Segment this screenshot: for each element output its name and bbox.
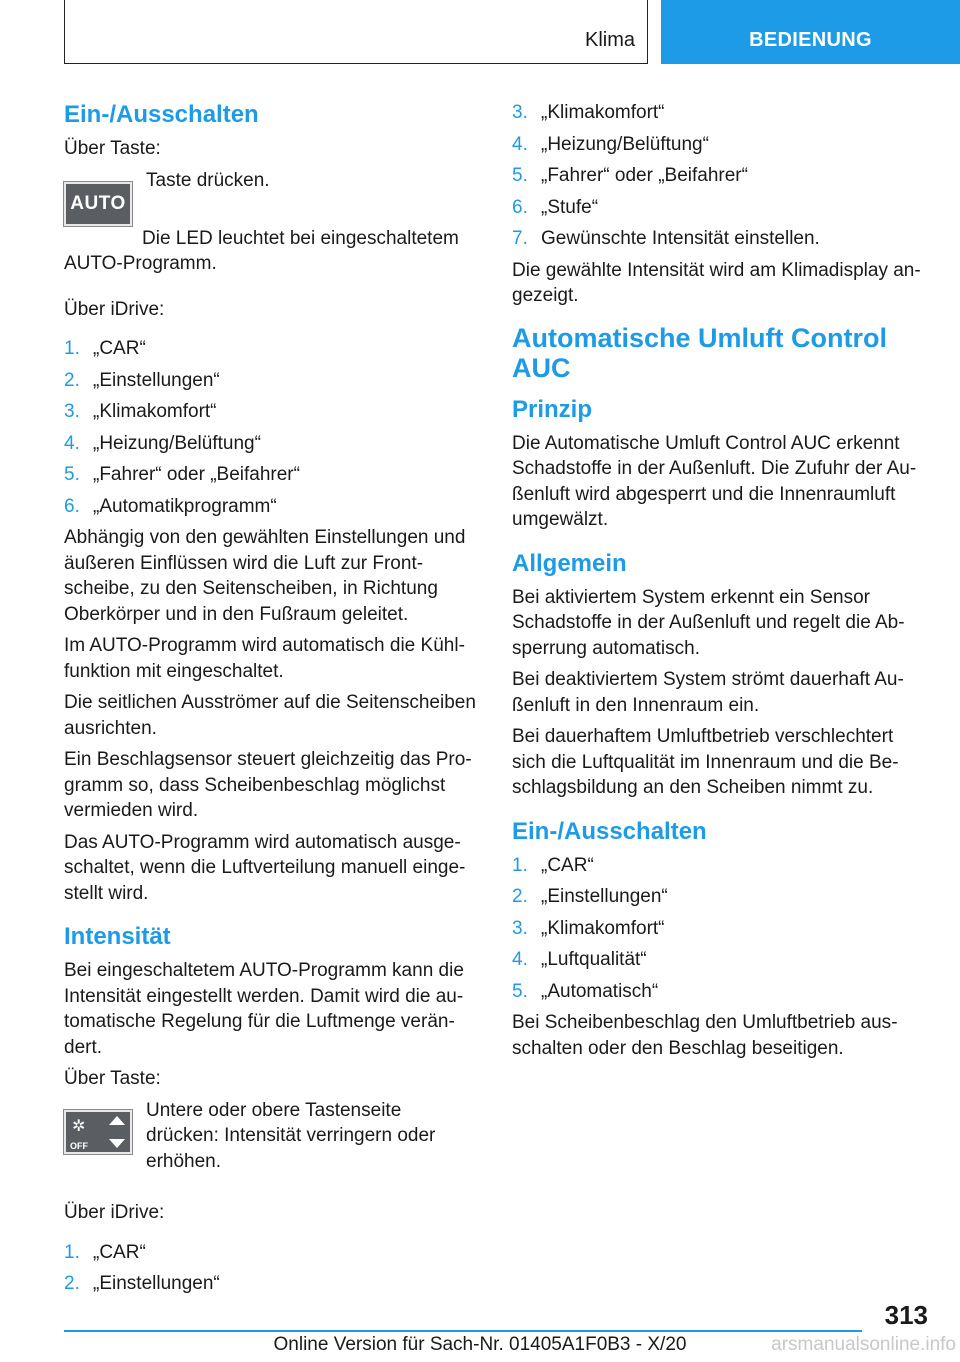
paragraph: Die gewählte Intensität wird am Klimadisplay angezeigt.	[512, 259, 921, 306]
via-key-label: Über Taste:	[64, 138, 161, 159]
header-section-box	[64, 0, 648, 64]
via-idrive-label-2: Über iDrive:	[64, 1202, 165, 1223]
list-item: 3. „Klimakomfort“	[64, 401, 217, 422]
heading-on-off: Ein-/Ausschalten	[64, 101, 259, 128]
auto-key-text	[146, 168, 270, 226]
fan-key-instruction: Untere oder obere Tastenseite drücken: Intensität verringern oder erhöhen.	[146, 1099, 436, 1172]
arrow-up-icon	[109, 1116, 125, 1125]
heading-intensity: Intensität	[64, 923, 171, 950]
list-item: 5. „Automatisch“	[512, 980, 659, 1002]
list-item: 1. „CAR“	[64, 338, 146, 359]
list-item: 2. „Einstellungen“	[64, 1273, 220, 1294]
list-item: 6. „Stufe“	[512, 196, 599, 218]
paragraph: Bei dauerhaftem Umluftbetrieb verschlechtert sich die Luftqualität im Innenraum und die Beschlagsbildung an den Scheiben nimmt zu.	[512, 726, 899, 798]
list-item: 1. „CAR“	[64, 1241, 146, 1263]
paragraph: Bei eingeschaltetem AUTO-Programm kann die Intensität eingestellt werden. Damit wird die automatische Regelung für die Luftmenge verändert.	[64, 960, 464, 1058]
list-item: 6. „Automatikprogramm“	[64, 495, 277, 517]
idrive-steps-list-1	[64, 336, 478, 519]
watermark: arsmanualsonline.info	[771, 1334, 956, 1355]
paragraph: Ein Beschlagsensor steuert gleichzeitig das Programm so, dass Scheibenbeschlag möglichst vermieden wird.	[64, 749, 472, 821]
page-number: 313	[884, 1300, 928, 1330]
via-idrive-label: Über iDrive:	[64, 298, 165, 320]
idrive-steps-list-2-continued	[512, 100, 927, 252]
arrow-down-icon	[109, 1139, 125, 1148]
heading-general: Allgemein	[512, 549, 627, 577]
list-item: 3. „Klimakomfort“	[512, 917, 665, 939]
list-item: 2. „Einstellungen“	[512, 886, 668, 907]
fan-speed-button-icon	[64, 1110, 132, 1154]
list-item: 7. Gewünschte Intensität einstellen.	[512, 228, 820, 249]
paragraph: Bei aktiviertem System erkennt ein Sensor Schadstoffe in der Außenluft und regelt die Absperrung automatisch.	[512, 586, 905, 659]
auto-key-led-note: Die LED leuchtet bei eingeschaltetem AUTO-Programm.	[64, 227, 459, 274]
fan-icon: ✲	[72, 1117, 86, 1135]
fan-key-block	[64, 1098, 478, 1181]
list-item: 4. „Heizung/Belüftung“	[64, 432, 261, 454]
list-item: 4. „Heizung/Belüftung“	[512, 133, 709, 155]
list-item: 3. „Klimakomfort“	[512, 102, 665, 123]
heading-on-off-2: Ein-/Ausschalten	[512, 817, 707, 845]
list-item: 2. „Einstellungen“	[64, 369, 220, 391]
idrive-steps-list-2	[64, 1240, 478, 1297]
auto-key-instruction: Taste drücken.	[146, 169, 270, 191]
paragraph: Abhängig von den gewählten Einstellungen und äußeren Einflüssen wird die Luft zur Frontscheibe, zu den Seitenscheiben, in Richtung Oberkörper und in den Fußraum geleitet.	[64, 527, 466, 625]
paragraph: Im AUTO-Programm wird automatisch die Kühlfunktion mit eingeschaltet.	[64, 635, 465, 682]
heading-principle: Prinzip	[512, 395, 593, 423]
auto-button-label: AUTO	[70, 192, 126, 214]
footer-divider	[64, 1330, 862, 1332]
heading-auc: Automatische Umluft Control AUC	[512, 322, 887, 383]
footer-online-version: Online Version für Sach-Nr. 01405A1F0B3 - X/20	[273, 1334, 687, 1355]
list-item: 5. „Fahrer“ oder „Beifahrer“	[64, 464, 300, 485]
auto-button-icon	[64, 182, 132, 226]
list-item: 1. „CAR“	[512, 854, 594, 876]
paragraph: Das AUTO-Programm wird automatisch ausgeschaltet, wenn die Luftverteilung manuell eingestellt wird.	[64, 831, 466, 904]
paragraph: Bei Scheibenbeschlag den Umluftbetrieb ausschalten oder den Beschlag beseitigen.	[512, 1012, 898, 1059]
left-column	[64, 100, 478, 1303]
list-item: 4. „Luftqualität“	[512, 949, 647, 970]
paragraph: Die Automatische Umluft Control AUC erkennt Schadstoffe in der Außenluft. Die Zufuhr der Außenluft wird abgesperrt und die Innenraumluft umgewälzt.	[512, 432, 917, 530]
auto-key-block	[64, 168, 478, 226]
fan-key-text	[146, 1098, 478, 1181]
right-column	[512, 100, 927, 1067]
fan-off-label: OFF	[70, 1140, 88, 1151]
list-item: 5. „Fahrer“ oder „Beifahrer“	[512, 165, 748, 186]
header-section-title: Klima	[584, 29, 635, 51]
header-chapter-tab	[661, 0, 960, 64]
paragraph: Die seitlichen Ausströmer auf die Seitenscheiben ausrichten.	[64, 692, 476, 739]
via-key-label-2: Über Taste:	[64, 1068, 161, 1089]
idrive-steps-list-3	[512, 853, 927, 1005]
header-chapter-title: BEDIENUNG	[749, 29, 872, 51]
paragraph: Bei deaktiviertem System strömt dauerhaft Außenluft in den Innenraum ein.	[512, 669, 904, 716]
